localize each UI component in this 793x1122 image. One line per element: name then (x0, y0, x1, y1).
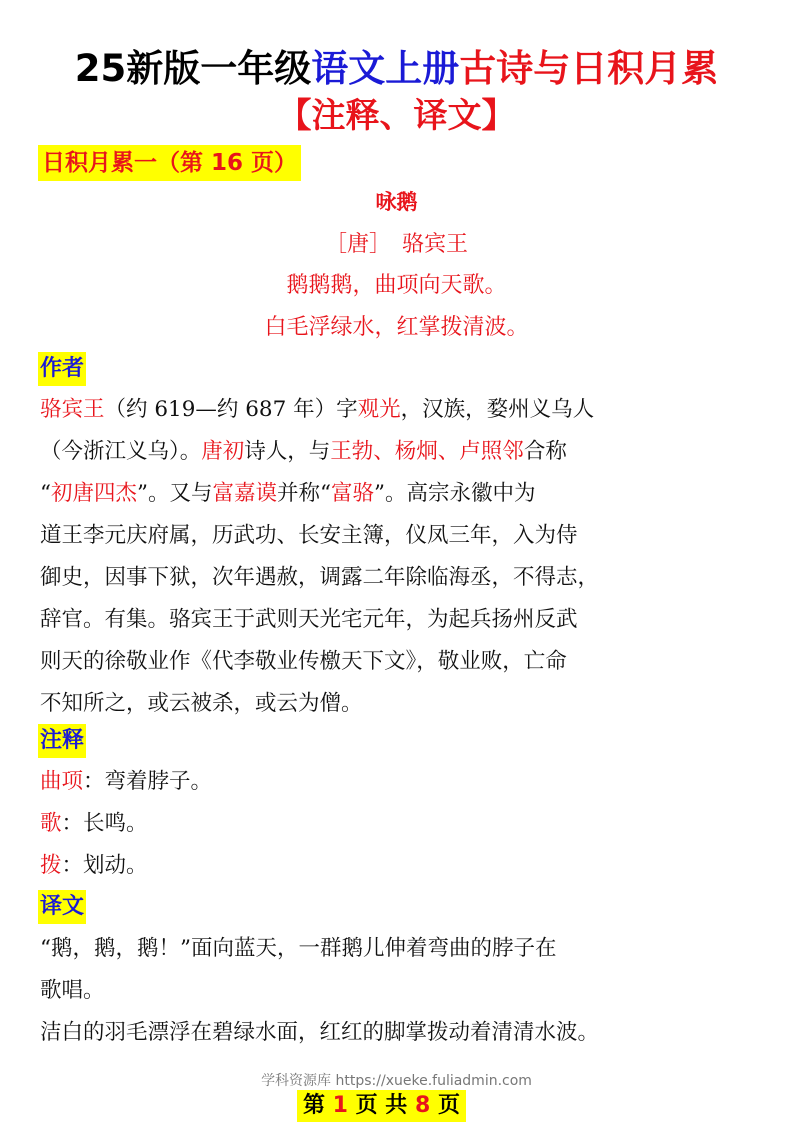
author-text-line (40, 389, 760, 431)
page-current: 1 (332, 1093, 348, 1118)
author-text-line (40, 431, 760, 473)
text-segment: 道王李元庆府属，历武功、长安主簿，仪凤三年，入为侍 (40, 523, 578, 548)
note-definition: 长鸣。 (83, 811, 148, 836)
highlighted-term: 唐初 (201, 439, 245, 464)
text-segment: （约 619—约 687 年）字 (104, 397, 358, 422)
page-title (0, 38, 793, 92)
translation-text-line: 洁白的羽毛漂浮在碧绿水面，红红的脚掌拨动着清清水波。 (40, 1020, 600, 1045)
poem-author: ［唐］ 骆宾王 (324, 232, 468, 257)
text-segment: 并称“ (277, 481, 332, 506)
page-suffix: 页 (430, 1093, 460, 1118)
note-item (40, 848, 148, 879)
author-paragraph (40, 389, 760, 725)
text-segment: 不知所之，或云被杀，或云为僧。 (40, 691, 363, 716)
notes-label: 注释 (38, 724, 86, 758)
note-definition: 划动。 (83, 853, 148, 878)
translation-label: 译文 (38, 890, 86, 924)
text-segment: 合称 (523, 439, 567, 464)
poem-title: 咏鹅 (375, 190, 418, 214)
note-definition: 弯着脖子。 (104, 769, 213, 794)
note-separator: ： (61, 811, 84, 836)
author-text-line (40, 599, 760, 641)
text-segment: ”。高宗永徽中为 (374, 481, 536, 506)
text-segment: ”。又与 (137, 481, 213, 506)
section-header: 日积月累一（第 16 页） (38, 145, 301, 181)
translation-paragraph (40, 928, 760, 1054)
title-part-grade: 25新版一年级 (74, 47, 312, 90)
highlighted-term: 初唐四杰 (51, 481, 138, 506)
text-segment: 御史，因事下狱，次年遇赦，调露二年除临海丞，不得志， (40, 565, 600, 590)
note-item (40, 806, 148, 837)
text-segment: 诗人，与 (244, 439, 331, 464)
highlighted-term: 骆宾王 (40, 397, 105, 422)
footer-site-link[interactable]: 学科资源库 https://xueke.fuliadmin.com (261, 1073, 532, 1089)
title-part-topic: 古诗与日积月累 (459, 47, 719, 90)
poem-line: 白毛浮绿水，红掌拨清波。 (264, 315, 529, 340)
page-subtitle: 【注释、译文】 (277, 96, 516, 136)
translation-text-line: “鹅，鹅，鹅！”面向蓝天，一群鹅儿伸着弯曲的脖子在 (40, 936, 557, 961)
highlighted-term: 富嘉谟 (212, 481, 278, 506)
text-segment: “ (40, 481, 51, 506)
text-segment: ，汉族，婺州义乌人 (400, 397, 595, 422)
note-term: 拨 (40, 853, 62, 878)
note-item (40, 764, 212, 795)
note-separator: ： (61, 853, 84, 878)
title-part-subject: 语文上册 (311, 47, 460, 90)
highlighted-term: 王勃、杨炯、卢照邻 (330, 439, 524, 464)
text-segment: 则天的徐敬业作《代李敬业传檄天下文》，敬业败，亡命 (40, 649, 567, 674)
note-term: 曲项 (40, 769, 84, 794)
page-mid: 页 共 (347, 1093, 415, 1118)
page-indicator (297, 1090, 466, 1122)
note-term: 歌 (40, 811, 62, 836)
author-label: 作者 (38, 352, 86, 386)
author-text-line (40, 683, 760, 725)
author-text-line (40, 557, 760, 599)
page-total: 8 (414, 1093, 431, 1118)
text-segment: （今浙江义乌）。 (40, 439, 202, 464)
translation-text-line: 歌唱。 (40, 978, 105, 1003)
page-prefix: 第 (303, 1093, 333, 1118)
note-separator: ： (83, 769, 105, 794)
poem-line: 鹅鹅鹅，曲项向天歌。 (286, 273, 507, 298)
highlighted-term: 观光 (357, 397, 401, 422)
author-text-line (40, 473, 760, 515)
text-segment: 辞官。有集。骆宾王于武则天光宅元年，为起兵扬州反武 (40, 607, 578, 632)
highlighted-term: 富骆 (331, 481, 375, 506)
author-text-line (40, 515, 760, 557)
author-text-line (40, 641, 760, 683)
